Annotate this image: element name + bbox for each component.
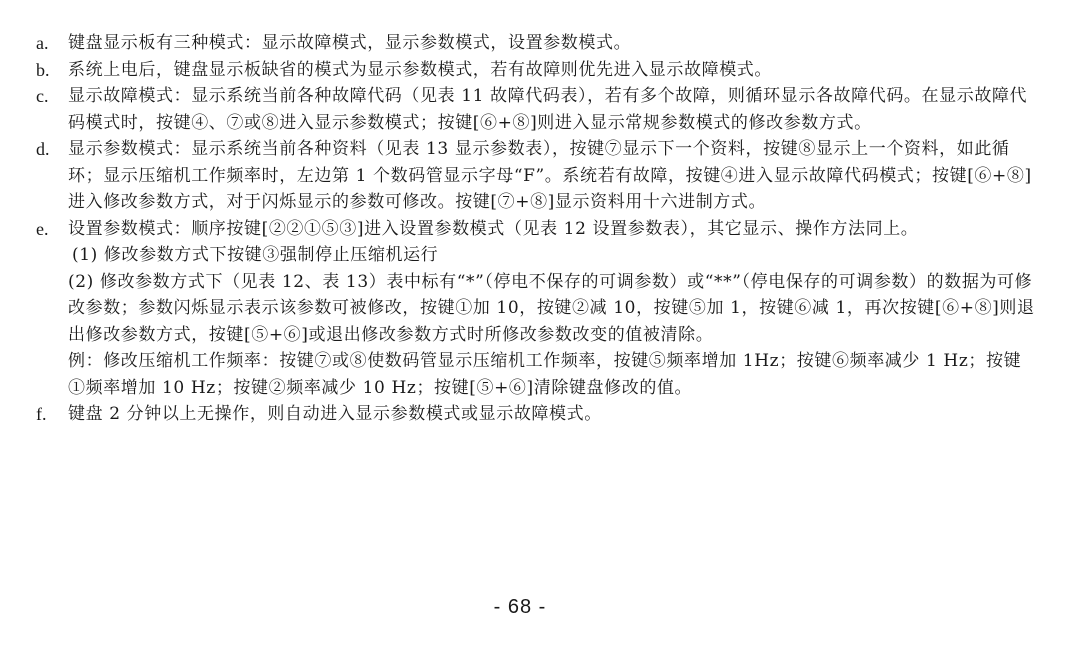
item-marker: b. [36,59,50,80]
page-number: - 68 - [493,596,547,618]
list-item-f [36,401,1036,428]
list-item-b [36,57,1036,84]
item-text: 设置参数模式：顺序按键[②②①⑤③]进入设置参数模式（见表 12 设置参数表），其它显示、操作方法同上。 [68,218,919,239]
list-item-e [36,216,1036,243]
item-text: 键盘显示板有三种模式：显示故障模式，显示参数模式，设置参数模式。 [68,33,632,53]
item-marker: a. [36,33,49,53]
item-text: 显示参数模式：显示系统当前各种资料（见表 13 显示参数表），按键⑦显示下一个资料，按键⑧显示上一个资料，如此循环；显示压缩机工作频率时，左边第 1 个数码管显示字母“F”。系统若有故障，按键④进入显示故障代码模式；按键[⑥+⑧]进入修改参数方式，对于闪烁显示的参数可修改。按键[⑦+⑧]显示资料用十六进制方式。 [68,139,1032,212]
item-text: 键盘 2 分钟以上无操作，则自动进入显示参数模式或显示故障模式。 [68,404,602,424]
example-paragraph: 例：修改压缩机工作频率：按键⑦或⑧使数码管显示压缩机工作频率，按键⑤频率增加 1Hz；按键⑥频率减少 1 Hz；按键①频率增加 10 Hz；按键②频率减少 10 Hz；按键[⑤+⑥]清除键盘修改的值。 [68,351,1022,398]
item-text: 显示故障模式：显示系统当前各种故障代码（见表 11 故障代码表），若有多个故障，则循环显示各故障代码。在显示故障代码模式时，按键④、⑦或⑧进入显示参数模式；按键[⑥+⑧]则进入显示常规参数模式的修改参数方式。 [68,86,1028,133]
sub-item-2: (2) 修改参数方式下（见表 12、表 13）表中标有“*”（停电不保存的可调参数）或“**”（停电保存的可调参数）的数据为可修改参数；参数闪烁显示表示该参数可被修改，按键①加 10，按键②减 10，按键⑤加 1，按键⑥减 1，再次按键[⑥+⑧]则退出修改参数方式，按键[⑤+⑥]或退出修改参数方式时所修改参数改变的值被清除。 [68,271,1035,345]
document-body [36,30,1036,428]
item-marker: f. [36,404,47,424]
list-item-a [36,30,1036,57]
list-item-c [36,83,1036,136]
item-text: 系统上电后，键盘显示板缺省的模式为显示参数模式，若有故障则优先进入显示故障模式。 [68,59,772,80]
item-marker: c. [36,86,49,106]
sub-item-1: (1) 修改参数方式下按键③强制停止压缩机运行 [72,245,439,265]
list-item-d [36,136,1036,216]
item-marker: e. [36,218,49,239]
item-marker: d. [36,139,50,159]
